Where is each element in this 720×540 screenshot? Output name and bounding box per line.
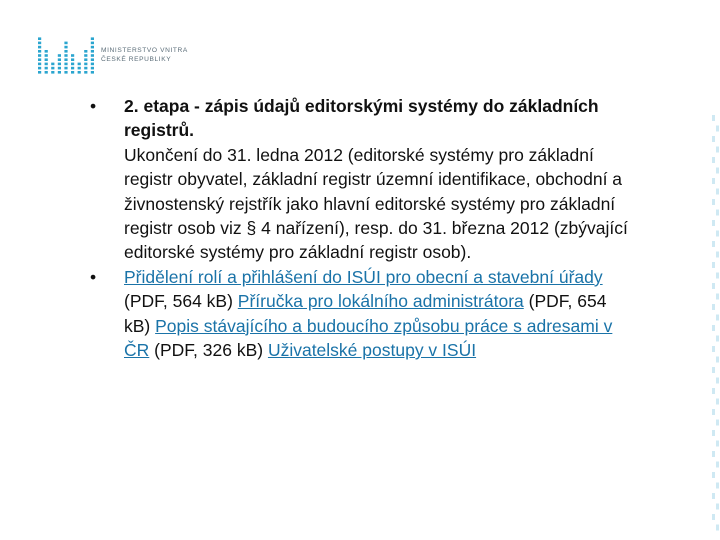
- deco-dot: [716, 210, 719, 216]
- deco-dot: [716, 315, 719, 321]
- logo-dot: [58, 67, 61, 70]
- deco-dot: [712, 199, 715, 205]
- deco-dot: [716, 126, 719, 132]
- logo-dot: [91, 67, 94, 70]
- deco-dot: [712, 283, 715, 289]
- logo-dot: [38, 46, 41, 49]
- logo-dot: [91, 37, 94, 40]
- deco-dot: [712, 409, 715, 415]
- ministry-logo-text: [101, 46, 188, 64]
- deco-dot: [716, 462, 719, 468]
- logo-dot: [78, 63, 81, 66]
- deco-dot: [712, 514, 715, 520]
- logo-dot: [58, 58, 61, 61]
- file-size-3: (PDF, 326 kB): [149, 340, 268, 361]
- logo-dot: [38, 58, 41, 61]
- deco-dot: [716, 336, 719, 342]
- decorative-dot-pattern: [706, 110, 720, 540]
- deco-dot: [712, 157, 715, 163]
- logo-dot: [84, 67, 87, 70]
- logo-dot: [51, 63, 54, 66]
- logo-dot: [51, 67, 54, 70]
- logo-dot: [58, 54, 61, 57]
- logo-dot: [91, 46, 94, 49]
- logo-dot: [84, 54, 87, 57]
- deco-dot: [716, 441, 719, 447]
- logo-dot: [58, 71, 61, 74]
- logo-dot: [64, 58, 67, 61]
- logo-dot: [64, 42, 67, 45]
- logo-dot: [64, 50, 67, 53]
- logo-dot: [64, 71, 67, 74]
- bullet-body: Ukončení do 31. ledna 2012 (editorské systémy pro základní registr obyvatel, základní registr územní identifikace, obchodní a živnostenský rejstřík jako hlavní editorské systémy pro základní registr osob viz § 4 nařízení), resp. do 31. března 2012 (zbývající editorské systémy pro základní registr osob).: [124, 144, 628, 263]
- deco-dot: [716, 168, 719, 174]
- logo-dot: [38, 50, 41, 53]
- deco-dot: [716, 504, 719, 510]
- logo-dot: [78, 67, 81, 70]
- deco-dot: [712, 430, 715, 436]
- logo-dot: [38, 63, 41, 66]
- link-user-procedures[interactable]: Uživatelské postupy v ISÚI: [267, 340, 477, 361]
- deco-dot: [712, 451, 715, 457]
- deco-dot: [716, 294, 719, 300]
- logo-dot: [38, 37, 41, 40]
- logo-dot: [45, 67, 48, 70]
- deco-dot: [716, 483, 719, 489]
- deco-dot: [712, 220, 715, 226]
- logo-dot: [78, 71, 81, 74]
- logo-dot: [84, 63, 87, 66]
- deco-dot: [712, 493, 715, 499]
- deco-dot: [716, 420, 719, 426]
- logo-dot: [71, 71, 74, 74]
- deco-dot: [712, 178, 715, 184]
- deco-dot: [716, 525, 719, 531]
- deco-dot: [712, 115, 715, 121]
- deco-dot: [712, 346, 715, 352]
- deco-dot: [712, 241, 715, 247]
- logo-dot: [45, 63, 48, 66]
- deco-dot: [716, 189, 719, 195]
- logo-dot: [38, 54, 41, 57]
- bullet-item-2: [90, 265, 630, 363]
- deco-dot: [716, 273, 719, 279]
- deco-dot: [712, 367, 715, 373]
- deco-dot: [712, 472, 715, 478]
- file-size-1: (PDF, 564 kB): [124, 291, 238, 312]
- deco-dot: [716, 147, 719, 153]
- logo-dot: [45, 71, 48, 74]
- deco-dot: [716, 378, 719, 384]
- logo-dot: [38, 71, 41, 74]
- logo-dot: [64, 46, 67, 49]
- deco-dot: [712, 388, 715, 394]
- link-role-assignment[interactable]: Přidělení rolí a přihlášení do ISÚI pro obecní a stavební úřady: [124, 266, 603, 287]
- deco-dot: [712, 262, 715, 268]
- bullet-icon: •: [90, 96, 97, 116]
- deco-dot: [716, 399, 719, 405]
- logo-dot: [64, 54, 67, 57]
- bullet-heading: 2. etapa - zápis údajů editorskými systémy do základních registrů.: [124, 96, 599, 141]
- logo-dot: [91, 58, 94, 61]
- bullet-item-1: [90, 94, 630, 265]
- logo-dot: [64, 63, 67, 66]
- logo-dot: [91, 71, 94, 74]
- deco-dot: [712, 325, 715, 331]
- file-size-2: (PDF, 654 kB): [124, 291, 607, 336]
- deco-dot: [716, 252, 719, 258]
- logo-dot: [71, 54, 74, 57]
- bullet-icon: •: [90, 266, 97, 287]
- logo-dot: [71, 58, 74, 61]
- logo-dot: [91, 54, 94, 57]
- logo-dot: [71, 67, 74, 70]
- logo-dot: [91, 63, 94, 66]
- logo-dot: [45, 54, 48, 57]
- link-address-workflow[interactable]: Popis stávajícího a budoucího způsobu práce s adresami v ČR: [124, 315, 613, 361]
- logo-dot: [38, 42, 41, 45]
- logo-dot: [84, 71, 87, 74]
- logo-dot: [84, 50, 87, 53]
- logo-dot: [45, 50, 48, 53]
- deco-dot: [716, 231, 719, 237]
- logo-line-1: MINISTERSTVO VNITRA: [101, 47, 188, 54]
- deco-dot: [712, 304, 715, 310]
- link-local-admin-guide[interactable]: Příručka pro lokálního administrátora: [237, 291, 524, 312]
- logo-dot: [91, 50, 94, 53]
- logo-dot: [51, 71, 54, 74]
- deco-dot: [716, 357, 719, 363]
- logo-dot: [38, 67, 41, 70]
- logo-dot: [58, 63, 61, 66]
- logo-dot: [45, 58, 48, 61]
- logo-line-2: ČESKÉ REPUBLIKY: [101, 56, 172, 63]
- logo-dot: [84, 58, 87, 61]
- slide-content: [90, 94, 630, 362]
- logo-dot: [64, 67, 67, 70]
- deco-dot: [712, 136, 715, 142]
- logo-dot: [71, 63, 74, 66]
- logo-dot: [91, 42, 94, 45]
